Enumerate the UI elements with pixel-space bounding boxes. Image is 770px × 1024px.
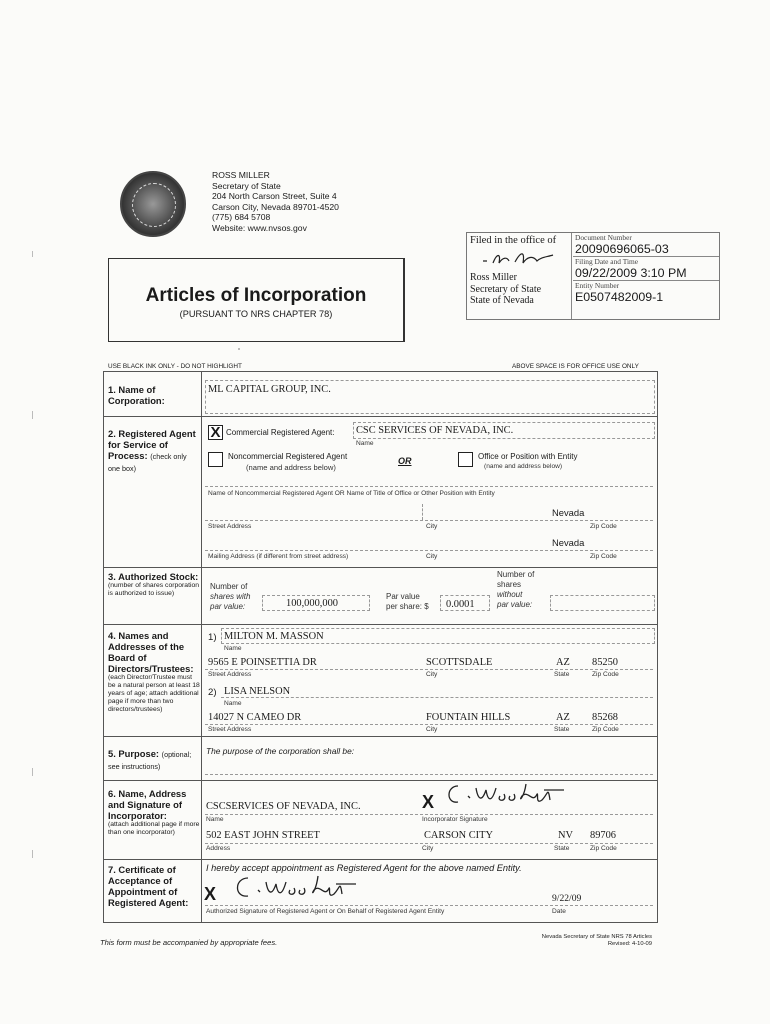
director-2-city-label: City: [426, 726, 438, 733]
filed-in-label: Filed in the office of: [470, 235, 557, 246]
section-1-title: 1. Name of Corporation:: [108, 384, 165, 406]
director-2-state[interactable]: AZ: [556, 712, 570, 723]
office-use-notice: ABOVE SPACE IS FOR OFFICE USE ONLY: [512, 363, 639, 370]
form-title: Articles of Incorporation: [145, 285, 367, 306]
director-2-name-label: Name: [224, 700, 242, 707]
office-position-label: Office or Position with Entity: [478, 452, 578, 461]
document-number-label: Document Number: [575, 233, 632, 242]
city-label-2: City: [426, 553, 438, 560]
state-seal: [120, 171, 186, 237]
header-street: 204 North Carson Street, Suite 4: [212, 191, 337, 202]
director-1-number: 1): [208, 632, 217, 643]
name-line-label: Name of Noncommercial Registered Agent OR Name of Title of Office or Other Position with Entity: [208, 490, 495, 497]
section-2-sub: (check only one box): [108, 452, 187, 473]
office-position-sub: (name and address below): [484, 463, 563, 470]
filing-date-value: 09/22/2009 3:10 PM: [575, 266, 687, 280]
ink-notice: USE BLACK INK ONLY - DO NOT HIGHLIGHT: [108, 363, 242, 370]
incorporator-zip[interactable]: 89706: [590, 830, 616, 841]
director-2-zip-label: Zip Code: [592, 726, 619, 733]
agent-signature: [232, 872, 372, 908]
director-1-street-label: Street Address: [208, 671, 252, 678]
director-2-state-label: State: [554, 726, 570, 733]
director-1-state[interactable]: AZ: [556, 657, 570, 668]
incorporator-state-label: State: [554, 845, 570, 852]
acceptance-text: I hereby accept appointment as Registered Agent for the above named Entity.: [206, 863, 522, 873]
commercial-agent-label: Commercial Registered Agent:: [226, 428, 335, 437]
director-2-city[interactable]: FOUNTAIN HILLS: [426, 712, 511, 723]
director-1-name[interactable]: MILTON M. MASSON: [224, 631, 324, 642]
title-box: [108, 258, 405, 342]
header-city: Carson City, Nevada 89701-4520: [212, 201, 339, 212]
acceptance-date[interactable]: 9/22/09: [552, 893, 582, 904]
commercial-agent-value[interactable]: CSC SERVICES OF NEVADA, INC.: [356, 425, 514, 436]
commercial-agent-checkbox[interactable]: X: [208, 425, 223, 440]
director-1-zip[interactable]: 85250: [592, 657, 618, 668]
incorporator-address-label: Address: [206, 845, 231, 852]
agent-sign-x: X: [204, 884, 217, 904]
articles-form: [103, 371, 658, 923]
shares-without-par-label: Number of shares without par value:: [497, 570, 535, 609]
filing-signature: [481, 249, 559, 272]
form-subtitle: (PURSUANT TO NRS CHAPTER 78): [179, 309, 333, 319]
filing-date-label: Filing Date and Time: [575, 257, 639, 266]
agent-signature-label: Authorized Signature of Registered Agent or On Behalf of Registered Agent Entity: [206, 908, 445, 915]
header-phone: (775) 684 5708: [212, 212, 271, 223]
officer-name: Ross Miller: [470, 272, 517, 283]
noncommercial-agent-label: Noncommercial Registered Agent: [228, 452, 348, 461]
header-name: ROSS MILLER: [212, 170, 270, 180]
section-5-title: 5. Purpose: (optional; see instructions): [108, 748, 192, 771]
officer-state: State of Nevada: [470, 295, 534, 306]
street-address-label: Street Address: [208, 523, 252, 530]
incorporator-sign-x: X: [422, 792, 435, 812]
par-value[interactable]: 0.0001: [446, 599, 475, 610]
acceptance-date-label: Date: [552, 908, 566, 915]
section-6-sub: (attach additional page if more than one incorporator): [108, 821, 200, 836]
director-2-street[interactable]: 14027 N CAMEO DR: [208, 712, 302, 723]
director-2-name[interactable]: LISA NELSON: [224, 686, 291, 697]
director-2-number: 2): [208, 687, 217, 698]
incorporator-state[interactable]: NV: [558, 830, 574, 841]
par-value-label: Par value per share: $: [386, 592, 429, 611]
section-2-title: 2. Registered Agent for Service of Process: (check only one box): [108, 428, 196, 473]
incorporator-city-label: City: [422, 845, 434, 852]
section-4-title: 4. Names and Addresses of the Board of Directors/Trustees: (each Director/Trustee must be a natural person at least 18 years of age; attach additional page if more than two directors/trustees): [108, 630, 200, 713]
corporation-name-value[interactable]: ML CAPITAL GROUP, INC.: [208, 384, 331, 395]
incorporator-signature: [444, 780, 574, 814]
office-position-checkbox[interactable]: [458, 452, 473, 467]
incorporator-city[interactable]: CARSON CITY: [424, 830, 493, 841]
director-1-state-label: State: [554, 671, 570, 678]
incorporator-zip-label: Zip Code: [590, 845, 617, 852]
state-nevada-2: Nevada: [552, 537, 585, 548]
director-1-city[interactable]: SCOTTSDALE: [426, 657, 493, 668]
section-3-sub: (number of shares corporation is authorized to issue): [108, 582, 200, 597]
noncommercial-agent-sub: (name and address below): [246, 463, 336, 472]
filing-stamp: [466, 232, 720, 320]
mailing-address-label: Mailing Address (if different from street address): [208, 553, 349, 560]
entity-number-value: E0507482009-1: [575, 290, 664, 304]
director-1-street[interactable]: 9565 E POINSETTIA DR: [208, 657, 317, 668]
zip-label-2: Zip Code: [590, 553, 617, 560]
shares-value[interactable]: 100,000,000: [286, 598, 338, 609]
incorporator-street[interactable]: 502 EAST JOHN STREET: [206, 830, 320, 841]
incorporator-name[interactable]: CSCSERVICES OF NEVADA, INC.: [206, 801, 361, 812]
header-website: Website: www.nvsos.gov: [212, 222, 307, 233]
agent-name-label: Name: [356, 440, 374, 447]
footer-fee-notice: This form must be accompanied by appropriate fees.: [100, 938, 278, 947]
director-1-city-label: City: [426, 671, 438, 678]
shares-with-par-label: Number of shares with par value:: [210, 582, 251, 611]
section-3-title: 3. Authorized Stock: (number of shares corporation is authorized to issue): [108, 571, 200, 597]
header-role: Secretary of State: [212, 180, 281, 191]
city-label: City: [426, 523, 438, 530]
director-1-zip-label: Zip Code: [592, 671, 619, 678]
document-number-value: 20090696065-03: [575, 242, 669, 256]
footer-form-info: Nevada Secretary of State NRS 78 Articles Revised: 4-10-09: [541, 934, 652, 947]
incorporator-signature-label: Incorporator Signature: [422, 816, 488, 823]
state-nevada-1: Nevada: [552, 507, 585, 518]
director-2-zip[interactable]: 85268: [592, 712, 618, 723]
section-7-title: 7. Certificate of Acceptance of Appointment of Registered Agent:: [108, 864, 189, 908]
purpose-text: The purpose of the corporation shall be:: [206, 746, 355, 756]
entity-number-label: Entity Number: [575, 281, 620, 290]
director-2-street-label: Street Address: [208, 726, 252, 733]
noncommercial-agent-checkbox[interactable]: [208, 452, 223, 467]
director-1-name-label: Name: [224, 645, 242, 652]
secretary-header: [212, 170, 339, 234]
incorporator-name-label: Name: [206, 816, 224, 823]
or-text: OR: [398, 456, 412, 466]
section-5-sub: (optional; see instructions): [108, 750, 192, 771]
zip-label: Zip Code: [590, 523, 617, 530]
officer-role: Secretary of State: [470, 283, 542, 295]
section-6-title: 6. Name, Address and Signature of Incorporator: (attach additional page if more than one incorporator): [108, 788, 203, 837]
section-4-sub: (each Director/Trustee must be a natural person at least 18 years of age; attach additional page if more than two directors/trustees): [108, 674, 200, 713]
